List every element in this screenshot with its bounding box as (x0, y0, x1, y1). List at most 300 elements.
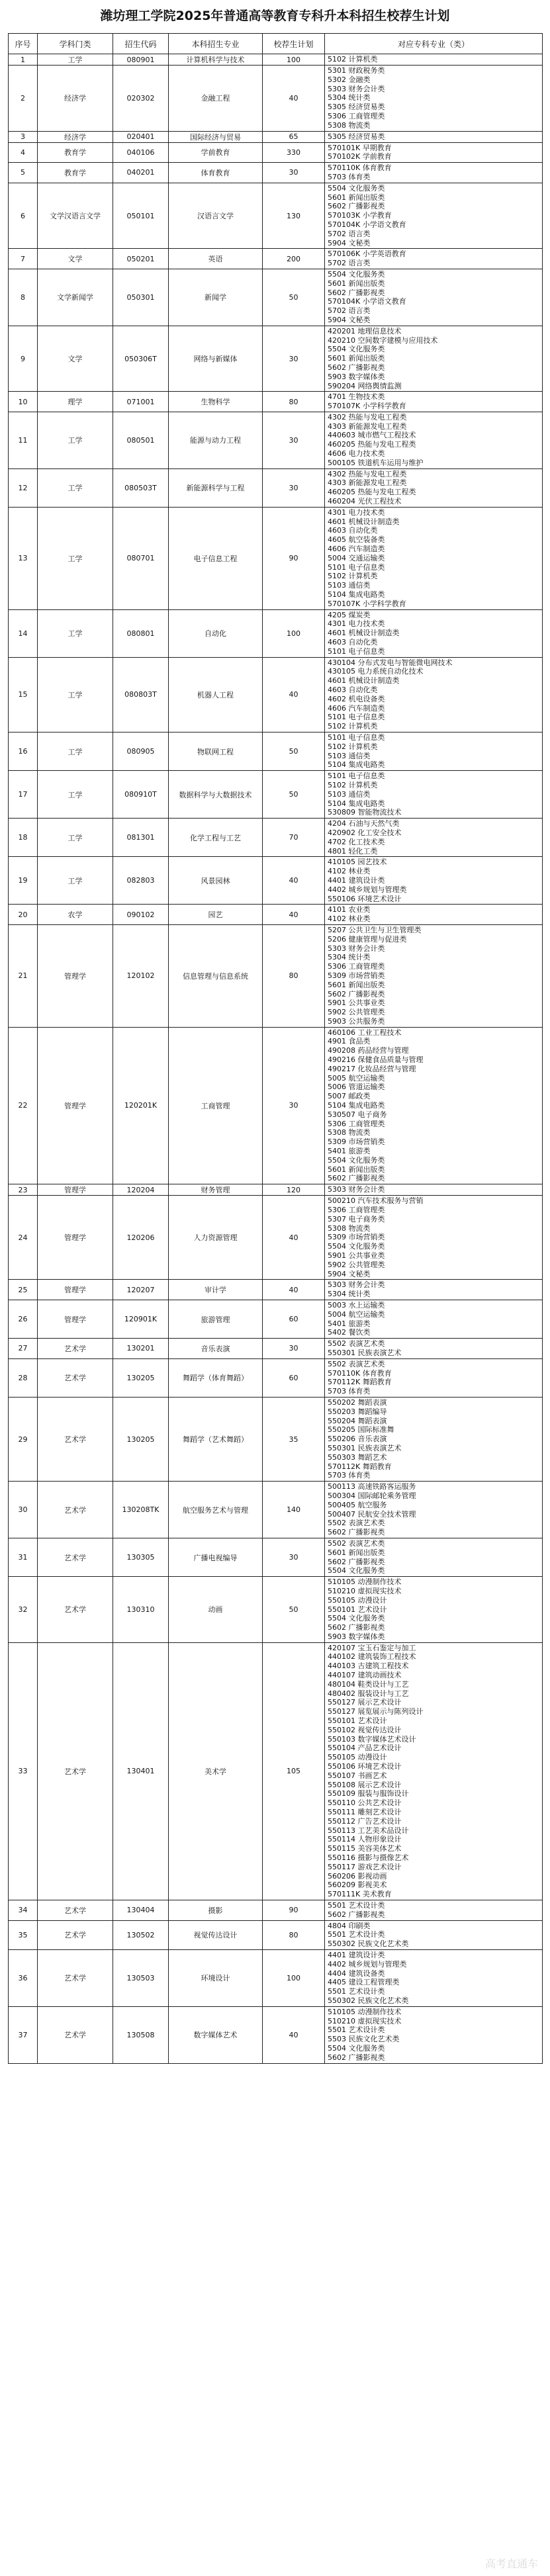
row-field: 管理学 (38, 1300, 113, 1339)
row-number: 34 (9, 1900, 38, 1921)
row-major: 舞蹈学（艺术舞蹈） (169, 1397, 263, 1481)
row-field: 艺术学 (38, 1949, 113, 2006)
college-major-item: 5703 体育类 (328, 172, 371, 181)
college-major-item: 5308 物流类 (328, 1128, 371, 1137)
row-number: 15 (9, 657, 38, 732)
college-major-item: 5501 艺术设计类 (328, 1930, 385, 1939)
college-major-item: 4205 煤炭类 (328, 610, 371, 619)
row-field: 经济学 (38, 66, 113, 132)
row-major: 物联网工程 (169, 732, 263, 770)
college-major-item: 570103K 小学教育 (328, 211, 392, 220)
table-row (9, 1300, 543, 1339)
college-major-item: 4701 生物技术类 (328, 392, 385, 402)
table-row (9, 1949, 543, 2006)
row-number: 8 (9, 269, 38, 326)
college-major-item: 5309 市场营销类 (328, 1137, 385, 1147)
row-number: 16 (9, 732, 38, 770)
college-major-item: 440103 古建筑工程技术 (328, 1662, 409, 1671)
row-major: 新闻学 (169, 269, 263, 326)
college-major-item: 410105 园艺技术 (328, 858, 387, 867)
college-major-item: 5101 电子信息类 (328, 646, 385, 656)
row-major: 数据科学与大数据技术 (169, 771, 263, 819)
row-number: 37 (9, 2006, 38, 2063)
college-major-item: 5601 新闻出版类 (328, 980, 385, 989)
row-major: 摄影 (169, 1900, 263, 1921)
college-major-item: 550114 人物形象设计 (328, 1835, 402, 1844)
college-major-item: 5702 语言类 (328, 259, 371, 268)
row-code: 120201K (113, 1027, 169, 1184)
header-plan: 校荐生计划 (263, 34, 325, 54)
college-major-item: 4402 城乡规划与管理类 (328, 885, 407, 894)
college-major-item: 550301 民族表演艺术 (328, 1348, 402, 1357)
row-code: 120204 (113, 1184, 169, 1196)
college-major-item: 5702 语言类 (328, 306, 371, 316)
row-field: 工学 (38, 657, 113, 732)
row-number: 19 (9, 857, 38, 905)
college-major-item: 420107 宝玉石鉴定与加工 (328, 1643, 416, 1652)
row-plan: 50 (263, 771, 325, 819)
row-number: 2 (9, 66, 38, 132)
row-number: 26 (9, 1300, 38, 1339)
row-major: 舞蹈学（体育舞蹈） (169, 1358, 263, 1397)
row-college-majors (325, 468, 543, 507)
row-code: 080905 (113, 732, 169, 770)
college-major-item: 5304 统计类 (328, 93, 371, 103)
row-code: 120207 (113, 1280, 169, 1300)
row-college-majors (325, 1920, 543, 1949)
college-major-item: 4603 自动化类 (328, 638, 378, 647)
row-college-majors (325, 1900, 543, 1921)
college-major-item: 5303 财务会计类 (328, 1280, 385, 1290)
row-number: 31 (9, 1538, 38, 1576)
college-major-item: 570107K 小学科学教育 (328, 402, 406, 411)
row-college-majors (325, 1027, 543, 1184)
row-plan: 40 (263, 857, 325, 905)
row-plan: 330 (263, 142, 325, 163)
college-major-item: 4404 建筑设备类 (328, 1969, 385, 1978)
college-major-item: 5302 金融类 (328, 75, 371, 84)
row-number: 25 (9, 1280, 38, 1300)
college-major-item: 550205 国际标准舞 (328, 1425, 394, 1435)
college-major-item: 5904 文秘类 (328, 238, 371, 247)
college-major-item: 5005 航空运输类 (328, 1073, 385, 1083)
row-major: 数字媒体艺术 (169, 2006, 263, 2063)
college-major-item: 5702 语言类 (328, 229, 371, 238)
college-major-item: 490208 药品经营与管理 (328, 1046, 409, 1055)
row-plan: 105 (263, 1642, 325, 1900)
row-number: 6 (9, 183, 38, 249)
row-field: 工学 (38, 609, 113, 657)
college-major-item: 5104 集成电路类 (328, 799, 385, 808)
college-major-item: 5502 表演艺术类 (328, 1359, 385, 1368)
row-plan: 100 (263, 1949, 325, 2006)
header-major: 本科招生专业 (169, 34, 263, 54)
college-major-item: 5308 物流类 (328, 120, 371, 130)
college-major-item: 570112K 舞蹈教育 (328, 1378, 392, 1387)
college-major-item: 550104 产品艺术设计 (328, 1744, 402, 1753)
table-row (9, 1900, 543, 1921)
row-plan: 60 (263, 1358, 325, 1397)
college-major-item: 510105 动漫制作技术 (328, 2007, 402, 2016)
college-major-item: 5102 计算机类 (328, 572, 378, 581)
table-row (9, 66, 543, 132)
table-row (9, 326, 543, 392)
college-major-item: 5102 计算机类 (328, 55, 378, 64)
table-row (9, 1642, 543, 1900)
college-major-item: 5301 财政税务类 (328, 66, 385, 75)
table-row (9, 1358, 543, 1397)
college-major-item: 570110K 体育教育 (328, 1368, 392, 1378)
row-plan: 30 (263, 1027, 325, 1184)
college-major-item: 5601 新闻出版类 (328, 1165, 385, 1174)
row-major: 视觉传达设计 (169, 1920, 263, 1949)
college-major-item: 5102 计算机类 (328, 780, 378, 789)
college-major-item: 5602 广播影视类 (328, 2053, 385, 2062)
college-major-item: 5206 健康管理与促进类 (328, 934, 407, 944)
row-college-majors (325, 905, 543, 925)
college-major-item: 5007 邮政类 (328, 1092, 371, 1101)
table-row (9, 771, 543, 819)
table-row (9, 609, 543, 657)
row-plan: 50 (263, 269, 325, 326)
row-field: 艺术学 (38, 1900, 113, 1921)
college-major-item: 5502 表演艺术类 (328, 1519, 385, 1528)
row-college-majors (325, 1196, 543, 1280)
college-major-item: 5602 广播影视类 (328, 1910, 385, 1919)
row-field: 教育学 (38, 142, 113, 163)
row-college-majors (325, 412, 543, 468)
row-major: 化学工程与工艺 (169, 819, 263, 857)
row-code: 050306T (113, 326, 169, 392)
college-major-item: 5504 文化服务类 (328, 183, 385, 193)
college-major-item: 5102 计算机类 (328, 722, 378, 731)
college-major-item: 5304 统计类 (328, 1290, 371, 1299)
row-number: 17 (9, 771, 38, 819)
row-college-majors (325, 392, 543, 412)
row-number: 9 (9, 326, 38, 392)
row-plan: 40 (263, 1196, 325, 1280)
college-major-item: 550202 舞蹈表演 (328, 1398, 387, 1407)
row-major: 旅游管理 (169, 1300, 263, 1339)
row-college-majors (325, 249, 543, 269)
college-major-item: 550127 展示艺术设计 (328, 1698, 402, 1707)
row-college-majors (325, 1358, 543, 1397)
row-plan: 80 (263, 392, 325, 412)
college-major-item: 500210 汽车技术服务与营销 (328, 1196, 424, 1206)
college-major-item: 490216 保健食品质量与管理 (328, 1055, 424, 1065)
college-major-item: 420210 空间数字建模与应用技术 (328, 335, 438, 345)
college-major-item: 440603 城市燃气工程技术 (328, 431, 416, 440)
row-major: 审计学 (169, 1280, 263, 1300)
college-major-item: 5502 表演艺术类 (328, 1339, 385, 1349)
row-code: 130205 (113, 1358, 169, 1397)
row-college-majors (325, 269, 543, 326)
row-field: 文学 (38, 326, 113, 392)
table-row (9, 1027, 543, 1184)
row-plan: 40 (263, 2006, 325, 2063)
page-title: 潍坊理工学院2025年普通高等教育专科升本科招生校荐生计划 (100, 9, 450, 23)
college-major-item: 500105 铁道机车运用与维护 (328, 458, 424, 467)
college-major-item: 5504 文化服务类 (328, 1155, 385, 1165)
row-number: 3 (9, 131, 38, 142)
college-major-item: 5902 公共管理类 (328, 1008, 385, 1017)
row-field: 艺术学 (38, 2006, 113, 2063)
row-number: 32 (9, 1577, 38, 1643)
college-major-item: 5602 广播影视类 (328, 288, 385, 297)
college-major-item: 550113 工艺美术品设计 (328, 1826, 409, 1835)
row-major: 工商管理 (169, 1027, 263, 1184)
college-major-item: 4402 城乡规划与管理类 (328, 1959, 407, 1969)
row-number: 13 (9, 507, 38, 609)
row-field: 管理学 (38, 1184, 113, 1196)
college-major-item: 4603 自动化类 (328, 526, 378, 535)
college-major-item: 460205 热能与发电工程类 (328, 488, 416, 497)
college-major-item: 570107K 小学科学教育 (328, 599, 406, 608)
row-college-majors (325, 183, 543, 249)
row-code: 130305 (113, 1538, 169, 1576)
college-major-item: 5601 新闻出版类 (328, 193, 385, 202)
row-number: 4 (9, 142, 38, 163)
college-major-item: 510105 动漫制作技术 (328, 1577, 402, 1587)
table-row (9, 905, 543, 925)
college-major-item: 550303 舞蹈艺术 (328, 1452, 387, 1462)
row-code: 130503 (113, 1949, 169, 2006)
row-plan: 50 (263, 1577, 325, 1643)
college-major-item: 4405 建设工程管理类 (328, 1978, 400, 1987)
row-field: 教育学 (38, 163, 113, 183)
college-major-item: 4302 热能与发电工程类 (328, 412, 407, 422)
college-major-item: 550116 摄影与摄像艺术 (328, 1853, 409, 1863)
table-row (9, 183, 543, 249)
college-major-item: 5101 电子信息类 (328, 733, 385, 742)
row-college-majors (325, 857, 543, 905)
college-major-item: 430105 电力系统自动化技术 (328, 667, 424, 676)
row-number: 35 (9, 1920, 38, 1949)
table-row (9, 819, 543, 857)
college-major-item: 4204 石油与天然气类 (328, 819, 400, 828)
row-number: 18 (9, 819, 38, 857)
row-field: 工学 (38, 819, 113, 857)
table-row (9, 1196, 543, 1280)
plan-table (8, 33, 543, 2064)
college-major-item: 570104K 小学语文教育 (328, 220, 406, 229)
college-major-item: 550302 民族文化艺术类 (328, 1939, 409, 1949)
college-major-item: 550203 舞蹈编导 (328, 1407, 387, 1416)
row-code: 080910T (113, 771, 169, 819)
college-major-item: 5401 旅游类 (328, 1147, 371, 1156)
college-major-item: 5103 通信类 (328, 581, 371, 590)
college-major-item: 460106 工业工程技术 (328, 1028, 402, 1037)
row-major: 网络与新媒体 (169, 326, 263, 392)
college-major-item: 5504 文化服务类 (328, 1566, 385, 1576)
row-college-majors (325, 1577, 543, 1643)
college-major-item: 590204 网络舆情监测 (328, 381, 402, 390)
row-major: 信息管理与信息系统 (169, 924, 263, 1027)
college-major-item: 4401 建筑设计类 (328, 875, 385, 885)
college-major-item: 500113 高速铁路客运服务 (328, 1482, 416, 1491)
row-college-majors (325, 131, 543, 142)
row-college-majors (325, 1300, 543, 1339)
college-major-item: 550106 环境艺术设计 (328, 1762, 402, 1771)
row-field: 艺术学 (38, 1339, 113, 1359)
college-major-item: 5101 电子信息类 (328, 713, 385, 722)
row-number: 29 (9, 1397, 38, 1481)
row-major: 计算机科学与技术 (169, 54, 263, 66)
college-major-item: 5901 公共事业类 (328, 999, 385, 1008)
row-number: 22 (9, 1027, 38, 1184)
college-major-item: 5104 集成电路类 (328, 1101, 385, 1110)
college-major-item: 570101K 早期教育 (328, 143, 392, 152)
college-major-item: 5308 物流类 (328, 1223, 371, 1233)
table-row (9, 269, 543, 326)
row-field: 管理学 (38, 1196, 113, 1280)
row-plan: 65 (263, 131, 325, 142)
college-major-item: 550105 动漫设计 (328, 1753, 387, 1762)
college-major-item: 550127 展览展示与陈列设计 (328, 1707, 424, 1716)
row-code: 050301 (113, 269, 169, 326)
college-major-item: 4901 食品类 (328, 1037, 371, 1046)
row-number: 33 (9, 1642, 38, 1900)
college-major-item: 5501 艺术设计类 (328, 1987, 385, 1996)
row-field: 艺术学 (38, 1577, 113, 1643)
row-code: 120901K (113, 1300, 169, 1339)
college-major-item: 5006 管道运输类 (328, 1083, 385, 1092)
row-major: 汉语言文学 (169, 183, 263, 249)
college-major-item: 4303 新能源发电工程类 (328, 478, 407, 488)
row-field: 管理学 (38, 924, 113, 1027)
college-major-item: 4601 机械设计制造类 (328, 676, 400, 686)
row-field: 管理学 (38, 1280, 113, 1300)
row-college-majors (325, 1280, 543, 1300)
college-major-item: 420902 化工安全技术 (328, 828, 402, 837)
row-plan: 80 (263, 1920, 325, 1949)
row-major: 环境设计 (169, 1949, 263, 2006)
college-major-item: 5602 广播影视类 (328, 202, 385, 211)
row-major: 自动化 (169, 609, 263, 657)
college-major-item: 570110K 体育教育 (328, 163, 392, 173)
college-major-item: 440102 建筑装饰工程技术 (328, 1652, 416, 1662)
row-college-majors (325, 507, 543, 609)
row-college-majors (325, 732, 543, 770)
row-field: 艺术学 (38, 1538, 113, 1576)
college-major-item: 5003 水上运输类 (328, 1301, 385, 1310)
row-plan: 90 (263, 507, 325, 609)
college-major-item: 5601 新闻出版类 (328, 354, 385, 363)
college-major-item: 5602 广播影视类 (328, 1528, 385, 1537)
college-major-item: 5104 集成电路类 (328, 590, 385, 600)
college-major-item: 5306 工商管理类 (328, 111, 385, 120)
row-major: 学前教育 (169, 142, 263, 163)
row-major: 人力资源管理 (169, 1196, 263, 1280)
header-code: 招生代码 (113, 34, 169, 54)
row-major: 动画 (169, 1577, 263, 1643)
college-major-item: 5305 经济贸易类 (328, 103, 385, 112)
row-field: 工学 (38, 771, 113, 819)
row-field: 工学 (38, 732, 113, 770)
table-row (9, 249, 543, 269)
row-field: 艺术学 (38, 1358, 113, 1397)
row-number: 21 (9, 924, 38, 1027)
row-major: 英语 (169, 249, 263, 269)
college-major-item: 560209 影视美术 (328, 1881, 387, 1890)
college-major-item: 480104 鞋类设计与工艺 (328, 1679, 409, 1689)
college-major-item: 4606 电力技术类 (328, 449, 385, 459)
row-field: 艺术学 (38, 1642, 113, 1900)
row-plan: 70 (263, 819, 325, 857)
row-plan: 35 (263, 1397, 325, 1481)
college-major-item: 4301 电力技术类 (328, 508, 385, 517)
row-code: 130508 (113, 2006, 169, 2063)
table-row (9, 1577, 543, 1643)
college-major-item: 5703 体育类 (328, 1387, 371, 1396)
row-major: 生物科学 (169, 392, 263, 412)
row-code: 080501 (113, 412, 169, 468)
college-major-item: 550102 视觉传达设计 (328, 1725, 402, 1734)
row-college-majors (325, 924, 543, 1027)
row-code: 130401 (113, 1642, 169, 1900)
row-plan: 100 (263, 609, 325, 657)
table-row (9, 507, 543, 609)
table-row (9, 1538, 543, 1576)
row-plan: 40 (263, 657, 325, 732)
row-code: 040201 (113, 163, 169, 183)
row-major: 体育教育 (169, 163, 263, 183)
row-major: 国际经济与贸易 (169, 131, 263, 142)
college-major-item: 5303 财务会计类 (328, 1185, 385, 1194)
row-field: 工学 (38, 857, 113, 905)
table-row (9, 732, 543, 770)
row-code: 090102 (113, 905, 169, 925)
row-code: 130404 (113, 1900, 169, 1921)
row-field: 经济学 (38, 131, 113, 142)
row-number: 12 (9, 468, 38, 507)
row-number: 30 (9, 1482, 38, 1538)
row-major: 电子信息工程 (169, 507, 263, 609)
watermark: 高考直通车 (484, 2557, 538, 2570)
row-number: 10 (9, 392, 38, 412)
row-college-majors (325, 1482, 543, 1538)
row-code: 020302 (113, 66, 169, 132)
table-row (9, 1920, 543, 1949)
college-major-item: 530809 智能物流技术 (328, 808, 402, 817)
college-major-item: 4102 林业类 (328, 867, 371, 876)
college-major-item: 550109 服装与服饰设计 (328, 1789, 409, 1799)
row-field: 工学 (38, 468, 113, 507)
row-code: 130208TK (113, 1482, 169, 1538)
row-number: 1 (9, 54, 38, 66)
college-major-item: 4302 热能与发电工程类 (328, 469, 407, 478)
row-field: 文学新闻学 (38, 269, 113, 326)
row-plan: 80 (263, 924, 325, 1027)
college-major-item: 5903 数字媒体类 (328, 372, 385, 381)
college-major-item: 5304 统计类 (328, 953, 371, 962)
college-major-item: 5306 工商管理类 (328, 1206, 385, 1215)
college-major-item: 570111K 美术教育 (328, 1890, 392, 1899)
college-major-item: 500405 航空服务 (328, 1500, 387, 1509)
row-number: 28 (9, 1358, 38, 1397)
college-major-item: 4601 机械设计制造类 (328, 517, 400, 526)
row-code: 130205 (113, 1397, 169, 1481)
college-major-item: 430104 分布式发电与智能微电网技术 (328, 658, 453, 667)
college-major-item: 4603 自动化类 (328, 686, 378, 694)
row-code: 080503T (113, 468, 169, 507)
row-college-majors (325, 2006, 543, 2063)
college-major-item: 5306 工商管理类 (328, 962, 385, 971)
row-college-majors (325, 1949, 543, 2006)
row-college-majors (325, 163, 543, 183)
table-row (9, 392, 543, 412)
row-college-majors (325, 1642, 543, 1900)
